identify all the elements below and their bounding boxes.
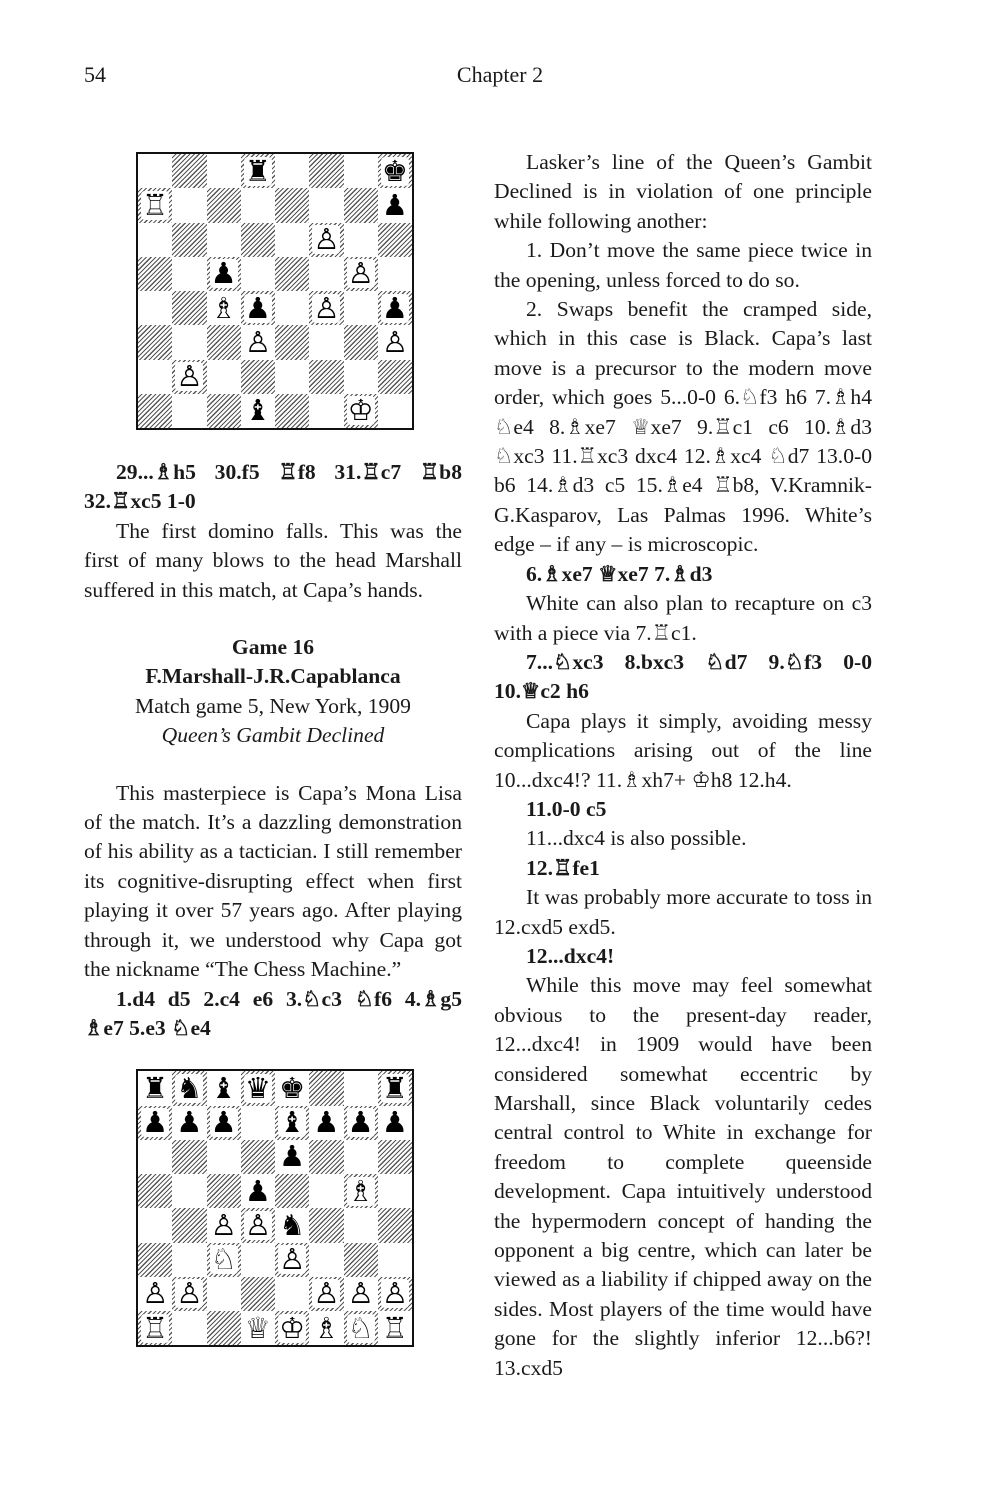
chess-piece-icon: ♘ [210,1242,237,1277]
chess-piece-icon: ♕ [244,1310,271,1345]
board-square [378,1174,412,1208]
board-square [172,1071,206,1105]
board-square [344,1071,378,1105]
board-square [172,1140,206,1174]
board-square [309,154,343,188]
paragraph: The first domino falls. This was the first of many blows to the head Marshall suffered in this match, at Capa’s hands. [84,518,462,602]
board-square [378,360,412,394]
chess-piece-icon: ♖ [142,1310,169,1345]
board-square [378,1243,412,1277]
board-square [207,1311,241,1345]
board-square [275,154,309,188]
board-square [378,1106,412,1140]
board-square [207,360,241,394]
board-square [241,1174,275,1208]
board-square [207,325,241,359]
game-opening: Queen’s Gambit Declined [161,723,385,748]
board-square [309,1140,343,1174]
board-square [275,1208,309,1242]
board-square [378,291,412,325]
board-square [241,394,275,428]
board-square [241,1106,275,1140]
paragraph: Capa plays it simply, avoiding messy complications arising out of the line 10...dxc4!? 11.♗xh7+ ♔h8 12.h4. [494,708,872,792]
board-square [344,1208,378,1242]
chess-piece-icon: ♞ [279,1207,306,1242]
chess-piece-icon: ♝ [210,1070,237,1105]
board-square [378,154,412,188]
chess-piece-icon: ♟ [210,256,237,291]
chess-piece-icon: ♙ [313,222,340,257]
board-square [138,188,172,222]
board-square [138,1277,172,1311]
board-square [172,1243,206,1277]
board-square [138,223,172,257]
board-square [344,360,378,394]
right-column [494,148,872,1383]
moves-line: 12.♖fe1 [526,855,600,880]
board-square [378,1277,412,1311]
board-square [275,223,309,257]
board-square [207,223,241,257]
board-square [309,291,343,325]
chess-piece-icon: ♙ [244,324,271,359]
chess-piece-icon: ♛ [244,1070,271,1105]
moves-line: 11.0-0 c5 [526,796,607,821]
board-square [172,257,206,291]
board-square [309,360,343,394]
chess-piece-icon: ♟ [381,290,408,325]
board-square [275,1277,309,1311]
board-square [241,1311,275,1345]
chess-piece-icon: ♖ [381,1310,408,1345]
board-square [309,1071,343,1105]
chess-piece-icon: ♙ [244,1207,271,1242]
board-square [207,1071,241,1105]
board-square [207,291,241,325]
board-square [378,1208,412,1242]
board-square [378,325,412,359]
chess-piece-icon: ♙ [279,1242,306,1277]
board-square [344,1277,378,1311]
board-square [138,360,172,394]
chess-piece-icon: ♟ [279,1139,306,1174]
board-square [275,1140,309,1174]
board-square [241,154,275,188]
moves-line: 7...♘xc3 8.bxc3 ♘d7 9.♘f3 0-0 10.♕c2 h6 [494,649,872,704]
chess-piece-icon: ♙ [313,290,340,325]
board-square [378,394,412,428]
board-square [241,1208,275,1242]
chess-piece-icon: ♗ [347,1173,374,1208]
moves-line: 12...dxc4! [526,943,615,968]
chess-piece-icon: ♙ [142,1276,169,1311]
board-square [344,1106,378,1140]
board-square [172,360,206,394]
board-square [207,394,241,428]
chess-piece-icon: ♟ [347,1105,374,1140]
board-square [309,223,343,257]
paragraph: It was probably more accurate to toss in 12.cxd5 exd5. [494,885,872,939]
board-square [172,1106,206,1140]
paragraph: While this move may feel somewhat obvious to the present-day reader, 12...dxc4! in 1909 would have been considered somewhat eccentric by Marshall, since Black voluntarily cedes central control to White in exchange for freedom to complete queenside development. Capa intuitively understood the hypermodern concept of handing the opponent a big centre, which can later be viewed as a liability if chipped away on the sides. Most players of the time would have gone for the slightly inferior 12...b6?! 13.cxd5 [494,973,872,1380]
paragraph: This masterpiece is Capa’s Mona Lisa of the match. It’s a dazzling demonstration of his ability as a tactician. I still remember its cognitive-disrupting effect when first playing it over 57 years ago. After playing through it, we understood why Capa got the nickname “The Chess Machine.” [84,780,462,982]
board-square [207,154,241,188]
paragraph: 2. Swaps benefit the cramped side, which in this case is Black. Capa’s last move is a precursor to the modern move order, which goes 5...0-0 6.♘f3 h6 7.♗h4 ♘e4 8.♗xe7 ♕xe7 9.♖c1 c6 10.♗d3 ♘xc3 11.♖xc3 dxc4 12.♗xc4 ♘d7 13.0-0 b6 14.♗d3 c5 15.♗e4 ♖b8, V.Kramnik-G.Kasparov, Las Palmas 1996. White’s edge – if any – is microscopic. [494,297,872,557]
chess-piece-icon: ♜ [142,1070,169,1105]
board-square [275,257,309,291]
board-square [344,188,378,222]
board-square [172,1311,206,1345]
chess-piece-icon: ♔ [347,393,374,428]
chapter-header: Chapter 2 [456,62,544,87]
board-square [138,154,172,188]
board-square [378,1311,412,1345]
board-square [275,1311,309,1345]
chess-piece-icon: ♟ [244,290,271,325]
board-square [172,291,206,325]
chess-piece-icon: ♝ [279,1105,306,1140]
board-square [138,1243,172,1277]
chess-piece-icon: ♙ [381,324,408,359]
board-square [241,1277,275,1311]
board-square [138,394,172,428]
board-square [241,1071,275,1105]
paragraph: White can also plan to recapture on c3 with a piece via 7.♖c1. [494,591,872,645]
board-square [138,1140,172,1174]
board-square [309,1174,343,1208]
board-square [344,257,378,291]
board-square [344,1140,378,1174]
chess-diagram-1 [136,152,414,430]
board-square [138,325,172,359]
chess-piece-icon: ♖ [142,187,169,222]
chess-piece-icon: ♝ [244,393,271,428]
board-square [309,257,343,291]
chess-piece-icon: ♟ [244,1173,271,1208]
board-square [241,188,275,222]
chess-diagram-2 [136,1069,414,1347]
board-square [172,1277,206,1311]
chess-piece-icon: ♜ [244,153,271,188]
board-square [172,1208,206,1242]
board-square [138,1071,172,1105]
board-square [138,291,172,325]
board-square [309,188,343,222]
board-square [344,154,378,188]
board-square [275,1174,309,1208]
board-square [138,1174,172,1208]
chess-piece-icon: ♚ [279,1070,306,1105]
board-square [309,1106,343,1140]
board-square [378,188,412,222]
board-square [275,188,309,222]
board-square [241,257,275,291]
game-event: Match game 5, New York, 1909 [135,693,411,718]
board-square [275,1243,309,1277]
board-square [207,1174,241,1208]
board-square [172,325,206,359]
chess-piece-icon: ♙ [313,1276,340,1311]
board-square [309,1208,343,1242]
board-square [378,223,412,257]
board-square [241,1243,275,1277]
board-square [344,394,378,428]
board-square [241,291,275,325]
left-column [84,148,462,1347]
board-square [378,1140,412,1174]
moves-line: 1.d4 d5 2.c4 e6 3.♘c3 ♘f6 4.♗g5 ♗e7 5.e3 ♘e4 [84,986,462,1040]
board-square [207,1106,241,1140]
board-square [344,223,378,257]
chess-piece-icon: ♙ [176,359,203,394]
board-square [275,291,309,325]
board-square [207,1277,241,1311]
chess-piece-icon: ♟ [142,1105,169,1140]
chess-piece-icon: ♟ [381,187,408,222]
board-square [344,325,378,359]
board-square [207,257,241,291]
board-square [172,1174,206,1208]
board-square [241,325,275,359]
board-square [172,394,206,428]
board-square [309,394,343,428]
board-square [138,1311,172,1345]
board-square [275,1106,309,1140]
game-players: F.Marshall-J.R.Capablanca [145,664,401,689]
board-square [275,360,309,394]
chess-piece-icon: ♚ [381,153,408,188]
board-square [378,1071,412,1105]
board-square [138,1208,172,1242]
chess-piece-icon: ♙ [381,1276,408,1311]
board-square [275,1071,309,1105]
board-square [241,360,275,394]
board-square [172,188,206,222]
paragraph: 11...dxc4 is also possible. [526,826,747,851]
board-square [207,1140,241,1174]
chess-piece-icon: ♞ [176,1070,203,1105]
board-square [241,1140,275,1174]
board-square [275,325,309,359]
moves-line: 6.♗xe7 ♕xe7 7.♗d3 [526,561,713,586]
board-square [138,1106,172,1140]
board-square [207,1208,241,1242]
board-square [309,1243,343,1277]
board-square [172,154,206,188]
chess-piece-icon: ♘ [347,1310,374,1345]
board-square [241,223,275,257]
board-square [309,325,343,359]
board-square [344,1174,378,1208]
board-square [309,1277,343,1311]
chess-piece-icon: ♙ [176,1276,203,1311]
chess-piece-icon: ♟ [381,1105,408,1140]
chess-piece-icon: ♜ [381,1070,408,1105]
chess-piece-icon: ♔ [279,1310,306,1345]
chess-piece-icon: ♟ [176,1105,203,1140]
chess-piece-icon: ♗ [210,290,237,325]
chess-piece-icon: ♟ [210,1105,237,1140]
game-title: Game 16 [231,635,315,660]
page-number: 54 [84,62,106,87]
board-square [378,257,412,291]
moves-line: 29...♗h5 30.f5 ♖f8 31.♖c7 ♖b8 32.♖xc5 1-0 [84,460,462,514]
board-square [344,1311,378,1345]
chess-piece-icon: ♟ [313,1105,340,1140]
chess-piece-icon: ♗ [313,1310,340,1345]
board-square [138,257,172,291]
board-square [344,291,378,325]
paragraph: Lasker’s line of the Queen’s Gambit Declined is in violation of one principle while following another: [494,150,872,233]
chess-piece-icon: ♙ [347,256,374,291]
board-square [309,1311,343,1345]
chess-piece-icon: ♙ [347,1276,374,1311]
paragraph: 1. Don’t move the same piece twice in the opening, unless forced to do so. [494,238,872,292]
chess-piece-icon: ♙ [210,1207,237,1242]
board-square [207,188,241,222]
board-square [207,1243,241,1277]
board-square [275,394,309,428]
board-square [172,223,206,257]
board-square [344,1243,378,1277]
